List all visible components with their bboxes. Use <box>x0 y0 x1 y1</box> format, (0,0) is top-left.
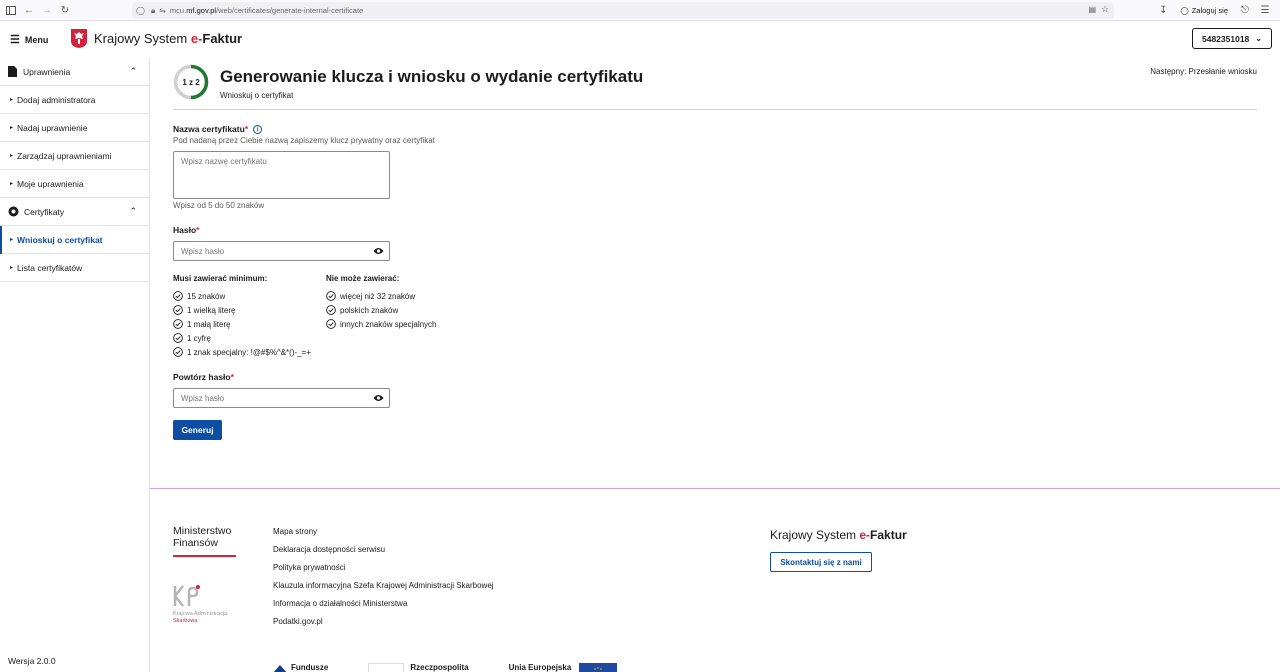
sidebar-item-zarzadzaj-uprawnieniami[interactable] <box>0 142 149 170</box>
footer-link-informacja-o-dzialalnosci[interactable]: Informacja o działalności Ministerstwa <box>273 599 408 608</box>
site-footer <box>150 488 1280 672</box>
url-text: mcu.mf.gov.pl/web/certificates/generate-internal-certificate <box>169 6 364 15</box>
header-divider <box>173 109 1257 110</box>
sidebar-item-label: Moje uprawnienia <box>17 178 84 189</box>
nip-context-select[interactable] <box>1192 28 1272 49</box>
brand-name: Krajowy System e-Faktur <box>94 31 243 46</box>
footer-link-klauzula-informacyjna[interactable]: Klauzula informacyjna Szefa Krajowej Administracji Skarbowej <box>273 581 494 590</box>
mf-logo-bar <box>173 555 236 557</box>
shield-icon: ◯ <box>136 6 145 15</box>
mf-logo-line1: Ministerstwo <box>173 525 232 537</box>
footer-links <box>273 527 494 635</box>
app-version: Wersja 2.0.0 <box>8 656 56 666</box>
sidebar-item-label: Wnioskuj o certyfikat <box>17 234 103 245</box>
step-label: 1 z 2 <box>182 77 200 87</box>
rule-item: 1 małą literę <box>173 319 231 329</box>
eagle-emblem-icon <box>70 28 88 49</box>
bullet-icon: ▸ <box>10 265 14 271</box>
chevron-up-icon: ⌃ <box>129 66 137 76</box>
sidebar-group-uprawnienia[interactable] <box>0 58 149 86</box>
site-header <box>0 22 1280 58</box>
check-circle-icon <box>173 333 183 343</box>
bookmark-star-icon[interactable]: ☆ <box>1100 4 1109 14</box>
contact-button[interactable]: Skontaktuj się z nami <box>770 552 872 572</box>
bullet-icon: ▸ <box>10 153 14 159</box>
cert-name-length-hint: Wpisz od 5 do 50 znaków <box>173 201 265 210</box>
sidebar-item-label: Zarządzaj uprawnieniami <box>17 150 112 161</box>
eu-funds-icon <box>273 663 287 672</box>
sidebar-item-label: Nadaj uprawnienie <box>17 122 88 133</box>
password-input[interactable] <box>173 241 390 261</box>
sidebar-item-label: Lista certyfikatów <box>17 262 83 273</box>
sidebar-group-certyfikaty[interactable] <box>0 198 149 226</box>
rule-item: polskich znaków <box>326 305 398 315</box>
check-circle-icon <box>326 319 336 329</box>
back-icon[interactable]: ← <box>24 4 34 16</box>
ministry-of-finance-logo[interactable] <box>173 525 231 549</box>
brand-logo[interactable] <box>70 28 242 49</box>
sidebar-group-label: Uprawnienia <box>23 66 71 77</box>
bullet-icon: ▸ <box>10 97 14 103</box>
chevron-down-icon: ⌄ <box>1255 34 1262 43</box>
show-password-icon[interactable] <box>373 247 384 255</box>
check-circle-icon <box>326 305 336 315</box>
main-content <box>150 58 1280 488</box>
sidebar-toggle-icon[interactable] <box>2 1 20 19</box>
rule-item: 1 wielką literę <box>173 305 235 315</box>
check-circle-icon <box>173 347 183 357</box>
show-password-icon[interactable] <box>373 394 384 402</box>
sidebar-item-lista-certyfikatow[interactable] <box>0 254 149 282</box>
repeat-password-placeholder: Wpisz hasło <box>181 393 225 403</box>
rule-item: 1 cyfrę <box>173 333 211 343</box>
footer-brand: Krajowy System e-Faktur <box>770 528 907 542</box>
poland-flag-icon <box>368 663 404 672</box>
lock-icon: 🔒︎ <box>150 5 156 15</box>
step-progress-indicator <box>173 64 209 100</box>
certificate-icon <box>8 206 19 217</box>
rule-item: więcej niż 32 znaków <box>326 291 415 301</box>
check-circle-icon <box>173 291 183 301</box>
next-step-label: Następny: Przesłanie wniosku <box>1150 67 1257 76</box>
footer-link-podatki[interactable]: Podatki.gov.pl <box>273 617 323 626</box>
generate-button[interactable]: Generuj <box>173 420 222 440</box>
repeat-password-label: Powtórz hasło* <box>173 372 234 382</box>
document-icon <box>8 66 17 77</box>
sidebar-item-wnioskuj-o-certyfikat[interactable] <box>0 226 149 254</box>
rule-item: 15 znaków <box>173 291 225 301</box>
hamburger-icon: ☰ <box>10 34 20 46</box>
url-bar[interactable] <box>132 2 1114 19</box>
footer-link-mapa-strony[interactable]: Mapa strony <box>273 527 318 536</box>
chevron-up-icon: ⌃ <box>129 206 137 216</box>
app-menu-icon[interactable]: ☰ <box>1260 5 1270 16</box>
menu-label: Menu <box>24 34 49 45</box>
browser-toolbar <box>0 0 1280 21</box>
kas-logo-caption: Krajowa Administracja Skarbowa <box>173 611 228 624</box>
bullet-icon: ▸ <box>10 125 14 131</box>
cert-name-input[interactable] <box>173 151 390 199</box>
forward-icon[interactable]: → <box>42 4 52 16</box>
eu-logo: Unia Europejska <box>509 663 618 672</box>
reader-view-icon[interactable]: ▤ <box>1088 5 1096 14</box>
must-contain-title: Musi zawierać minimum: <box>173 274 268 283</box>
check-circle-icon <box>173 319 183 329</box>
must-not-title: Nie może zawierać: <box>326 274 400 283</box>
sidebar-group-label: Certyfikaty <box>24 206 65 217</box>
eu-funding-strip <box>273 663 617 672</box>
sidebar-item-nadaj-uprawnienie[interactable] <box>0 114 149 142</box>
bullet-icon: ▸ <box>10 181 14 187</box>
download-icon[interactable]: ↧ <box>1159 5 1168 16</box>
cert-name-label: Nazwa certyfikatu* i <box>173 124 262 134</box>
sidebar-item-label: Dodaj administratora <box>17 94 96 105</box>
eu-flag-icon <box>579 663 617 672</box>
menu-button[interactable] <box>10 33 48 46</box>
nip-value: 5482351018 <box>1202 33 1250 44</box>
account-icon: ◯ <box>1180 6 1189 15</box>
footer-link-deklaracja-dostepnosci[interactable]: Deklaracja dostępności serwisu <box>273 545 386 554</box>
login-link[interactable]: ◯ Zaloguj się <box>1180 6 1228 15</box>
footer-link-polityka-prywatnosci[interactable]: Polityka prywatności <box>273 563 346 572</box>
poland-logo: Rzeczpospolita <box>368 663 468 672</box>
permissions-icon: ⇋ <box>159 6 166 15</box>
check-circle-icon <box>173 305 183 315</box>
sidebar-item-dodaj-administratora[interactable] <box>0 86 149 114</box>
reload-icon[interactable]: ↻ <box>60 4 70 16</box>
extensions-icon[interactable]: ⎋ <box>1241 5 1249 16</box>
check-circle-icon <box>326 291 336 301</box>
cert-name-hint: Pod nadaną przez Ciebie nazwą zapiszemy klucz prywatny oraz certyfikat <box>173 136 435 145</box>
page-title: Generowanie klucza i wniosku o wydanie certyfikatu <box>220 67 644 86</box>
mf-logo-line2: Finansów <box>173 537 218 549</box>
page-subtitle: Wnioskuj o certyfikat <box>220 91 294 100</box>
eu-funds-logo: Fundusze <box>273 663 328 672</box>
rule-item: 1 znak specjalny: !@#$%^&*()-_=+ <box>173 347 311 357</box>
password-placeholder: Wpisz hasło <box>181 246 225 256</box>
rule-item: innych znaków specjalnych <box>326 319 437 329</box>
repeat-password-input[interactable] <box>173 388 390 408</box>
sidebar-item-moje-uprawnienia[interactable] <box>0 170 149 198</box>
sidebar <box>0 58 150 672</box>
password-label: Hasło* <box>173 225 200 235</box>
info-icon[interactable]: i <box>253 125 262 134</box>
bullet-icon: ▸ <box>10 237 14 243</box>
